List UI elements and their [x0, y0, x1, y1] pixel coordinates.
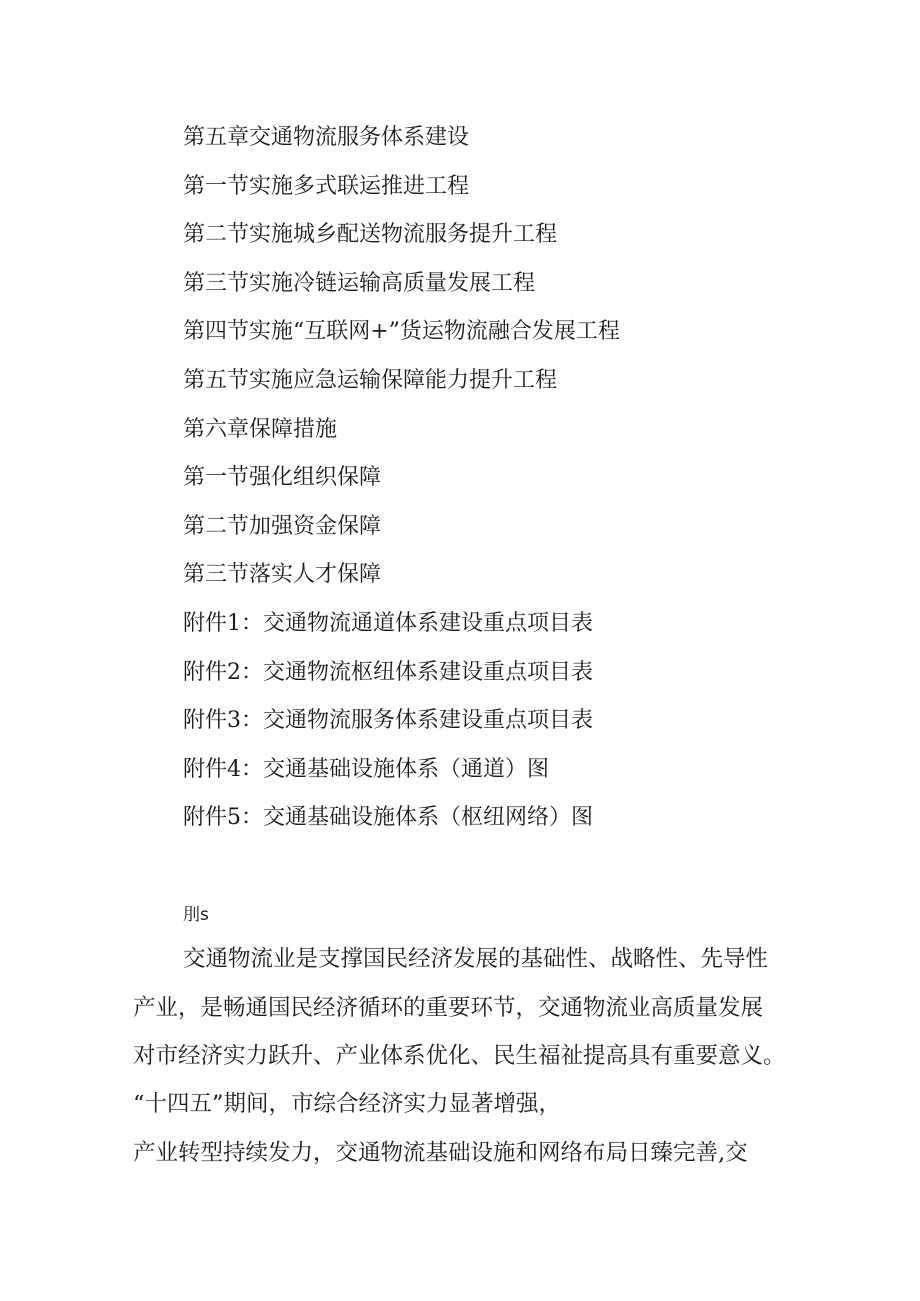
paragraph-line: 对市经济实力跃升、产业体系优化、民生福祉提高具有重要意义。: [133, 1043, 786, 1069]
paragraph-line: 产业转型持续发力，交通物流基础设施和网络布局日臻完善,交: [133, 1140, 748, 1166]
toc-item: 附件1：交通物流通道体系建设重点项目表: [183, 610, 593, 636]
toc-item: 第一节实施多式联运推进工程: [183, 173, 470, 199]
toc-item: 第五节实施应急运输保障能力提升工程: [183, 367, 558, 393]
toc-item: 附件5：交通基础设施体系（枢纽网络）图: [183, 805, 593, 831]
paragraph-line: “十四五”期间，市综合经济实力显著增强，: [133, 1091, 562, 1117]
paragraph-line: 交通物流业是支撑国民经济发展的基础性、战略性、先导性: [183, 946, 769, 972]
toc-item: 第二节实施城乡配送物流服务提升工程: [183, 222, 558, 248]
toc-item: 第三节落实人才保障: [183, 562, 382, 588]
toc-item: 第四节实施“互联网+”货运物流融合发展工程: [183, 319, 620, 345]
toc-item: 第三节实施冷链运输高质量发展工程: [183, 270, 536, 296]
toc-item: 第六章保障措施: [183, 416, 338, 442]
toc-item: 附件4：交通基础设施体系（通道）图: [183, 756, 549, 782]
toc-item: 附件2：交通物流枢纽体系建设重点项目表: [183, 659, 593, 685]
toc-item: 第五章交通物流服务体系建设: [183, 125, 470, 150]
toc-item: 第二节加强资金保障: [183, 513, 382, 539]
toc-item: 第一节强化组织保障: [183, 465, 382, 491]
section-heading: 刖s: [183, 905, 209, 925]
table-of-contents: [183, 114, 620, 843]
paragraph-line: 产业，是畅通国民经济循环的重要环节，交通物流业高质量发展: [133, 995, 764, 1021]
toc-item: 附件3：交通物流服务体系建设重点项目表: [183, 708, 593, 734]
